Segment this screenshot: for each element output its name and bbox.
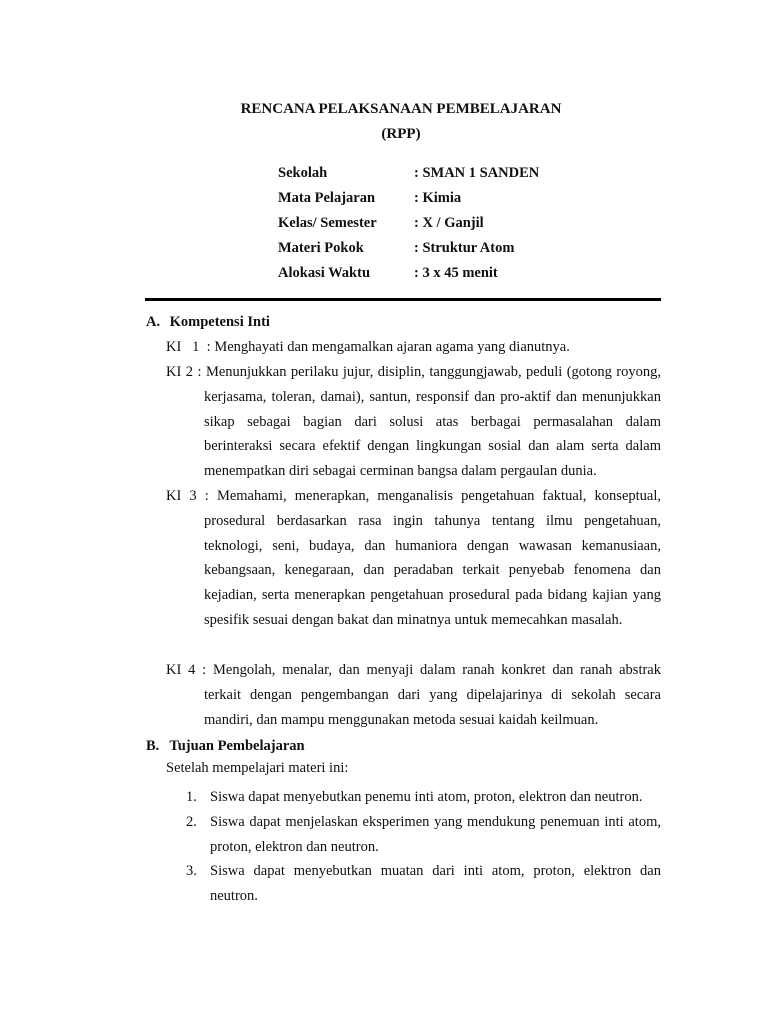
ki-item-3 [166,484,661,633]
meta-label: Alokasi Waktu [278,265,371,281]
ki-item-2 [166,360,661,484]
meta-row-topic [278,238,658,263]
ki-text: Menghayati dan mengamalkan ajaran agama yang dianutnya. [214,339,570,355]
meta-value: : Kimia [414,190,462,206]
meta-label: Kelas/ Semester [278,215,377,231]
section-letter: B. [146,738,160,754]
list-number: 3. [186,863,197,880]
goals-intro: Setelah mempelajari materi ini: [166,760,349,776]
identity-table [278,163,658,288]
goals-list [186,785,661,909]
ki-text: Mengolah, menalar, dan menyaji dalam ranah konkret dan ranah abstrak terkait dengan pengembangan dari yang dipelajarinya di sekolah secara mandiri, dan mampu menggunakan metoda sesuai kaidah keilmuan. [204,662,661,728]
ki-label: KI 3 : [166,488,209,504]
horizontal-divider [145,298,661,301]
section-title: Tujuan Pembelajaran [169,738,305,754]
ki-label: KI 2 : [166,364,202,380]
list-text: Siswa dapat menyebutkan penemu inti atom, proton, elektron dan neutron. [210,789,643,805]
list-item [186,785,661,810]
meta-value: : SMAN 1 SANDEN [414,165,540,181]
meta-value: : Struktur Atom [414,240,515,256]
section-title: Kompetensi Inti [169,314,270,330]
meta-row-time [278,263,658,288]
section-b-heading [146,738,305,755]
list-item [186,859,661,909]
meta-value: : X / Ganjil [414,215,484,231]
meta-row-school [278,163,658,188]
section-a-heading [146,314,270,331]
meta-row-class [278,213,658,238]
list-text: Siswa dapat menjelaskan eksperimen yang mendukung penemuan inti atom, proton, elektron dan neutron. [210,813,661,855]
document-title: RENCANA PELAKSANAAN PEMBELAJARAN [240,101,562,117]
ki-label: KI 4 : [166,662,207,678]
ki-item-4 [166,658,661,732]
meta-row-subject [278,188,658,213]
section-letter: A. [146,314,161,330]
list-text: Siswa dapat menyebutkan muatan dari inti atom, proton, elektron dan neutron. [210,863,661,905]
list-number: 2. [186,813,197,830]
meta-label: Materi Pokok [278,240,364,256]
list-number: 1. [186,789,197,805]
meta-label: Mata Pelajaran [278,190,376,206]
document-subtitle: (RPP) [381,126,421,142]
meta-value: : 3 x 45 menit [414,265,498,281]
ki-item-1 [166,335,661,360]
meta-label: Sekolah [278,165,328,181]
ki-text: Menunjukkan perilaku jujur, disiplin, tanggungjawab, peduli (gotong royong, kerjasama, toleran, damai), santun, responsif dan pro-aktif dan menunjukkan sikap sebagai bagian dari solusi atas berbagai permasalahan dalam berinteraksi secara efektif dengan lingkungan sosial dan alam serta dalam menempatkan diri sebagai cerminan bangsa dalam pergaulan dunia. [204,364,661,480]
list-item [186,810,661,860]
ki-text: Memahami, menerapkan, menganalisis pengetahuan faktual, konseptual, prosedural berdasarkan rasa ingin tahunya tentang ilmu pengetahuan, teknologi, seni, budaya, dan humaniora dengan wawasan kemanusiaan, kebangsaan, kenegaraan, dan peradaban terkait penyebab fenomena dan kejadian, serta menerapkan pengetahuan prosedural pada bidang kajian yang spesifik sesuai dengan bakat dan minatnya untuk memecahkan masalah. [204,488,661,628]
ki-label: KI 1 : [166,339,211,355]
